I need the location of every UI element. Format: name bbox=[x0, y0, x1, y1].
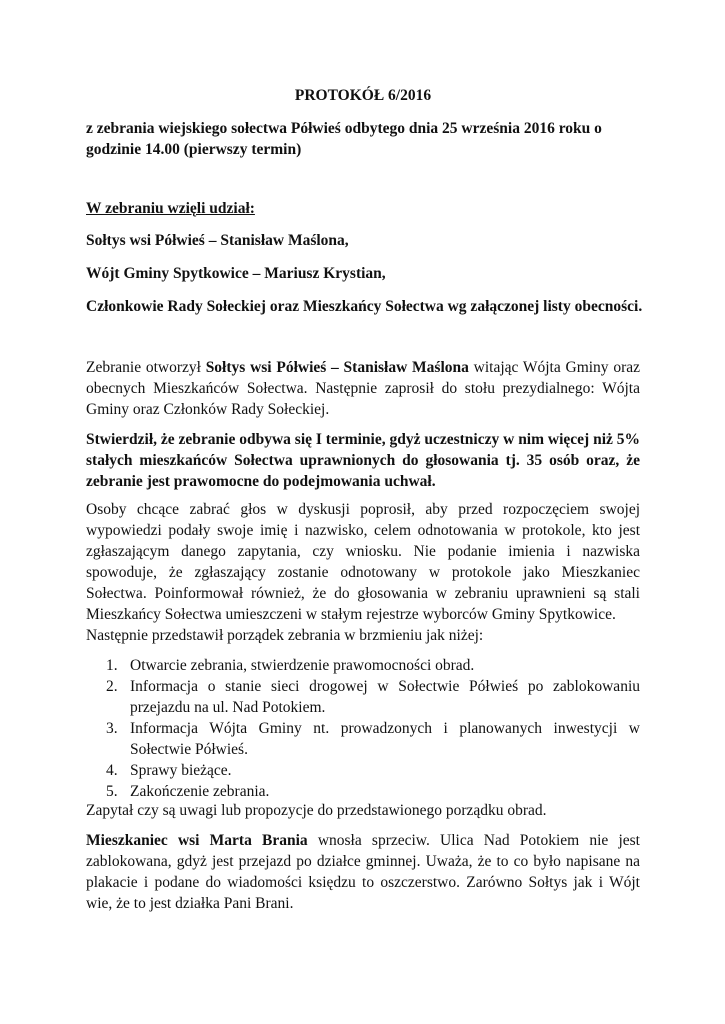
paragraph-remarks: Zapytał czy są uwagi lub propozycje do przedstawionego porządku obrad. bbox=[86, 802, 547, 819]
document-subtitle: z zebrania wiejskiego sołectwa Półwieś odbytego dnia 25 września 2016 roku o godzinie 14.00 (pierwszy termin) bbox=[86, 120, 602, 158]
document-title: PROTOKÓŁ 6/2016 bbox=[294, 87, 432, 104]
paragraph-opening-start: Zebranie otworzył bbox=[86, 359, 206, 376]
agenda-item-number: 3. bbox=[106, 720, 118, 737]
agenda-item bbox=[106, 655, 640, 676]
agenda-item-text: Otwarcie zebrania, stwierdzenie prawomocności obrad. bbox=[130, 657, 475, 674]
paragraph-objection-end: wnosła sprzeciw. Ulica Nad Potokiem nie jest zablokowana, gdyż jest przejazd po działce gminnej. Uważa, że to co było napisane na plakacie i podane do wiadomości księdzu to oszczerstwo. Zarówno Sołtys jak i Wójt wie, że to jest działka Pani Brani. bbox=[86, 832, 640, 912]
attendee-item: Członkowie Rady Sołeckiej oraz Mieszkańcy Sołectwa wg załączonej listy obecności. bbox=[86, 298, 643, 315]
paragraph-objection-bold: Mieszkaniec wsi Marta Brania bbox=[86, 832, 308, 849]
paragraph-objection bbox=[86, 830, 640, 914]
agenda-item bbox=[106, 718, 640, 760]
agenda-item-number: 2. bbox=[106, 678, 118, 695]
agenda-item-text: Sprawy bieżące. bbox=[130, 762, 232, 779]
agenda-item bbox=[106, 676, 640, 718]
paragraph-quorum: Stwierdził, że zebranie odbywa się I terminie, gdyż uczestniczy w nim więcej niż 5% stałych mieszkańców Sołectwa uprawnionych do głosowania tj. 35 osób oraz, że zebranie jest prawomocne do podejmowania uchwał. bbox=[86, 431, 641, 490]
agenda-item-text: Zakończenie zebrania. bbox=[130, 783, 270, 800]
agenda-item-number: 1. bbox=[106, 657, 118, 674]
agenda-item-text: Informacja Wójta Gminy nt. prowadzonych i planowanych inwestycji w Sołectwie Półwieś. bbox=[130, 720, 640, 758]
agenda-item-text: Informacja o stanie sieci drogowej w Sołectwie Półwieś po zablokowaniu przejazdu na ul. Nad Potokiem. bbox=[130, 678, 640, 716]
agenda-item-number: 5. bbox=[106, 783, 118, 800]
attendee-item: Wójt Gminy Spytkowice – Mariusz Krystian, bbox=[86, 265, 386, 282]
agenda-item bbox=[106, 781, 640, 802]
agenda-item bbox=[106, 760, 640, 781]
paragraph-opening-bold: Sołtys wsi Półwieś – Stanisław Maślona bbox=[205, 359, 469, 376]
paragraph-speakers: Osoby chcące zabrać głos w dyskusji poprosił, aby przed rozpoczęciem swojej wypowiedzi podały swoje imię i nazwisko, celem odnotowania w protokole, kto jest zgłaszającym danego zapytania, czy wniosku. Nie podanie imienia i nazwiska spowoduje, że zgłaszający zostanie odnotowany w protokole jako Mieszkaniec Sołectwa. Poinformował również, że do głosowania w zebraniu uprawnieni są stali Mieszkańcy Sołectwa umieszczeni w stałym rejestrze wyborców Gminy Spytkowice. bbox=[86, 501, 640, 623]
paragraph-opening-end: witając Wójta Gminy oraz obecnych Mieszkańców Sołectwa. Następnie zaprosił do stołu prezydialnego: Wójta Gminy oraz Członków Rady Sołeckiej. bbox=[86, 359, 640, 418]
agenda-list bbox=[86, 655, 640, 802]
attendance-heading: W zebraniu wzięli udział: bbox=[86, 200, 255, 217]
paragraph-agenda-intro: Następnie przedstawił porządek zebrania w brzmieniu jak niżej: bbox=[86, 627, 484, 644]
agenda-item-number: 4. bbox=[106, 762, 118, 779]
paragraph-opening bbox=[86, 357, 640, 420]
attendee-item: Sołtys wsi Półwieś – Stanisław Maślona, bbox=[86, 232, 349, 249]
